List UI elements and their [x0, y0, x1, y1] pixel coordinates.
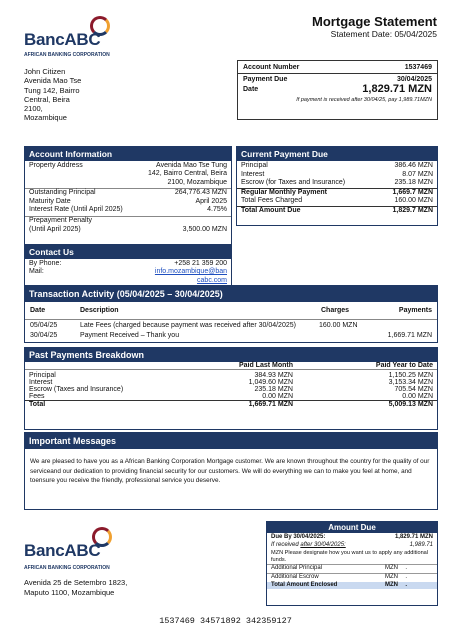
- tx-charges: 160.00 MZN: [319, 322, 358, 329]
- amount-due-title: Amount Due: [267, 522, 437, 533]
- regular-payment-label: Regular Monthly Payment: [241, 188, 327, 196]
- account-number: 1537469: [404, 64, 432, 71]
- recipient-line: Central, Beira: [24, 94, 70, 104]
- row-last: 0.00 MZN: [262, 393, 293, 400]
- received-after-value: 1,989.71: [409, 541, 433, 548]
- table-row: [25, 332, 437, 342]
- total-label: Total: [29, 401, 46, 408]
- table-row: [25, 386, 437, 393]
- current-payment-panel: [236, 146, 438, 226]
- row-year: 0.00 MZN: [402, 393, 433, 400]
- recipient-line: Mozambique: [24, 113, 67, 123]
- maturity-value: April 2025: [195, 197, 227, 205]
- row-label: Interest: [29, 379, 53, 386]
- footer-address-line: Avenida 25 de Setembro 1823,: [24, 578, 128, 587]
- contact-title: Contact Us: [25, 245, 231, 259]
- additional-escrow-label: Additional Escrow: [271, 573, 319, 580]
- fees-label: Total Fees Charged: [241, 197, 303, 205]
- maturity-label: Maturity Date: [29, 197, 71, 205]
- row-year: 705.54 MZN: [394, 386, 433, 393]
- current-payment-title: Current Payment Due: [237, 147, 437, 161]
- row-year: 1,150.25 MZN: [388, 372, 433, 379]
- additional-escrow-row[interactable]: [267, 573, 437, 582]
- fees-value: 160.00 MZN: [394, 197, 433, 205]
- footer-logo: [24, 527, 114, 575]
- messages-body: We are pleased to have you as a African Banking Corporation Mortgage customer. We are known throughout the country for the quality of our serviceand our dedication to providing financial security for our customers. We will do everything we can to make you feel at home, and toensure you receive the friendly, professional service you deserve.: [30, 458, 430, 485]
- total-enclosed-label: Total Amount Enclosed: [271, 581, 338, 588]
- messages-title: Important Messages: [25, 433, 437, 449]
- penalty-value: 3,500.00 MZN: [182, 225, 227, 233]
- recipient-line: John Citizen: [24, 67, 66, 76]
- decimal-dot: .: [405, 573, 407, 580]
- mail-label: Mail:: [29, 268, 44, 276]
- past-payments-title: Past Payments Breakdown: [25, 348, 437, 362]
- recipient-line: Avenida Mao Tse: [24, 76, 82, 86]
- logo-tagline: AFRICAN BANKING CORPORATION: [24, 52, 110, 58]
- total-due-label: Total Amount Due: [241, 206, 301, 214]
- payment-due-label: Payment Due: [243, 76, 288, 83]
- statement-date: Statement Date: 05/04/2025: [330, 29, 437, 39]
- row-year: 3,153.34 MZN: [388, 379, 433, 386]
- transaction-title: Transaction Activity (05/04/2025 – 30/04/2025): [25, 286, 437, 302]
- footer-address: [24, 578, 127, 598]
- table-row: [25, 370, 437, 380]
- email-line[interactable]: info.mozambique@ban: [154, 268, 227, 276]
- rate-value: 4.75%: [207, 206, 227, 214]
- recipient-address: [24, 67, 81, 123]
- col-date: Date: [30, 307, 46, 314]
- summary-box: [237, 60, 438, 120]
- property-address-line: Avenida Mao Tse Tung: [156, 162, 227, 169]
- col-paid-last-month: Paid Last Month: [238, 362, 293, 369]
- recipient-line: Tung 142, Bairro: [24, 85, 80, 95]
- table-row: [25, 379, 437, 386]
- property-address-label: Property Address: [29, 162, 83, 169]
- total-enclosed-field[interactable]: [385, 582, 433, 590]
- principal-label: Principal: [241, 162, 268, 169]
- row-label: Principal: [29, 372, 56, 379]
- phone-label: By Phone:: [29, 260, 62, 267]
- col-paid-year-to-date: Paid Year to Date: [375, 362, 433, 369]
- additional-principal-field[interactable]: [385, 565, 433, 573]
- escrow-label: Escrow (for Taxes and Insurance): [241, 179, 346, 187]
- property-address-line: 142, Bairro Central, Beira: [148, 170, 227, 178]
- currency-label: MZN: [385, 565, 398, 571]
- account-information-panel: [24, 146, 232, 246]
- tx-payments: 1,669.71 MZN: [387, 332, 432, 339]
- additional-principal-label: Additional Principal: [271, 565, 323, 571]
- table-row: [25, 393, 437, 401]
- footer-logo-brand: BancABC: [24, 541, 101, 560]
- tx-date: 30/04/25: [30, 332, 58, 339]
- page-title: Mortgage Statement: [312, 14, 437, 29]
- account-information-title: Account Information: [25, 147, 231, 161]
- tx-description: Payment Received – Thank you: [80, 332, 180, 339]
- tx-date: 05/04/25: [30, 322, 58, 329]
- row-label: Escrow (Taxes and Insurance): [29, 386, 124, 393]
- property-address: [148, 162, 227, 187]
- decimal-dot: .: [405, 565, 407, 571]
- due-by-label: Due By 30/04/2025:: [271, 534, 326, 540]
- table-row: [25, 322, 437, 332]
- total-enclosed-row[interactable]: [267, 582, 437, 590]
- col-payments: Payments: [398, 307, 432, 314]
- interest-label: Interest: [241, 170, 265, 178]
- currency-label: MZN: [385, 573, 398, 580]
- late-payment-note: If payment is received after 30/04/25, pay 1,989.71MZN: [296, 97, 432, 103]
- phone-number: +258 21 359 200: [174, 260, 227, 267]
- tx-description: Late Fees (charged because payment was received after 30/04/2025): [80, 322, 296, 329]
- row-last: 1,049.60 MZN: [248, 379, 293, 386]
- total-due-value: 1,829.7 MZN: [392, 206, 433, 214]
- rate-label: Interest Rate (Until April 2025): [29, 206, 123, 214]
- amount-due-large: 1,829.71 MZN: [362, 83, 432, 95]
- currency-label: MZN: [385, 581, 398, 588]
- total-last: 1,669.71 MZN: [248, 401, 293, 408]
- property-address-line: 2100, Mozambique: [167, 178, 227, 186]
- decimal-dot: .: [405, 581, 407, 588]
- received-label-prefix: If received: [271, 541, 301, 548]
- messages-panel: [24, 432, 438, 510]
- contact-panel: [24, 244, 232, 288]
- email-line[interactable]: cabc.com: [197, 276, 227, 284]
- transaction-panel: [24, 285, 438, 343]
- payment-due: 30/04/2025: [396, 76, 432, 83]
- total-row: [25, 401, 437, 409]
- logo-brand: BancABC: [24, 30, 101, 49]
- escrow-value: 235.18 MZN: [394, 179, 433, 187]
- designate-note: MZN Please designate how you want us to apply any additional funds.: [271, 549, 429, 563]
- date-label: Date: [243, 85, 259, 93]
- footer-logo-tagline: AFRICAN BANKING CORPORATION: [24, 565, 110, 571]
- due-by-value: 1,829.71 MZN: [394, 534, 433, 540]
- penalty-label: Prepayment Penalty: [29, 217, 93, 225]
- regular-payment-value: 1,669.7 MZN: [392, 188, 433, 196]
- logo: [24, 14, 114, 58]
- email-link[interactable]: [155, 268, 227, 285]
- penalty-period: (Until April 2025): [29, 225, 81, 233]
- received-after-label: [271, 542, 346, 550]
- additional-principal-row[interactable]: [267, 564, 437, 573]
- col-charges: Charges: [321, 307, 350, 314]
- received-label-date: after 30/04/2025:: [300, 541, 346, 548]
- amount-due-coupon: [266, 521, 438, 606]
- micr-line: 1537469 34571892 342359127: [159, 616, 292, 626]
- recipient-line: 2100,: [24, 104, 43, 114]
- col-description: Description: [80, 307, 119, 314]
- principal-value: 386.46 MZN: [394, 162, 433, 169]
- footer-address-line: Maputo 1100, Mozambique: [24, 588, 115, 597]
- row-last: 235.18 MZN: [254, 386, 293, 393]
- additional-escrow-field[interactable]: [385, 574, 433, 582]
- past-payments-panel: [24, 347, 438, 430]
- row-label: Fees: [29, 393, 45, 400]
- interest-value: 8.07 MZN: [402, 170, 433, 178]
- account-number-label: Account Number: [243, 64, 300, 71]
- outstanding-value: 264,776.43 MZN: [174, 189, 227, 197]
- total-year: 5,009.13 MZN: [388, 401, 433, 408]
- outstanding-label: Outstanding Principal: [29, 189, 96, 197]
- row-last: 384.93 MZN: [254, 372, 293, 379]
